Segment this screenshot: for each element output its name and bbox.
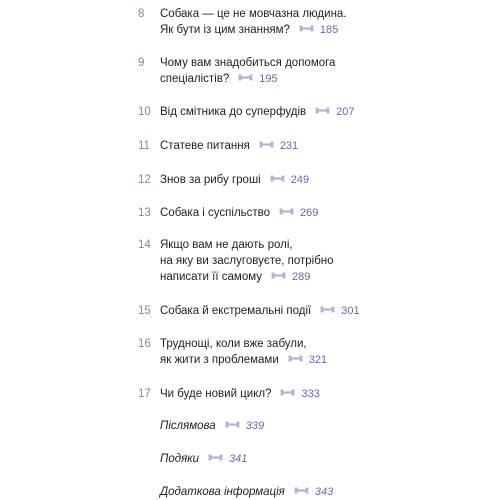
chapter-title-text: спеціалістів? [160,73,230,85]
page-number: 249 [290,174,310,186]
bone-icon [225,421,240,428]
chapter-number: 10 [138,106,151,118]
chapter-title [160,451,247,467]
chapter-title-line [160,55,335,71]
chapter-number: 11 [138,140,150,152]
chapter-title-text: Від смітника до суперфудів [160,106,307,118]
chapter-title [160,55,335,87]
page-number: 269 [300,207,319,219]
chapter-title-line [160,6,347,22]
chapter-title-line [160,205,318,221]
page-number: 321 [308,354,328,366]
chapter-title [160,386,320,402]
chapter-title [160,205,318,221]
chapter-title [160,484,333,500]
chapter-number: 12 [138,174,151,186]
chapter-title-text: Собака і суспільство [160,207,271,219]
chapter-title [160,138,298,154]
chapter-title [160,6,347,38]
bone-icon [320,306,335,313]
chapter-title-line [160,451,247,467]
chapter-title-line [160,386,320,402]
chapter-title-text: написати її самому [160,271,262,283]
chapter-title-text: на яку ви заслуговуєте, потрібно [160,255,334,267]
page-number: 207 [336,106,355,118]
bone-icon [271,272,286,279]
bone-icon [279,208,294,215]
page-number: 343 [314,486,334,498]
page-number: 195 [259,73,278,85]
chapter-title-line [160,71,335,87]
chapter-title-line [160,484,333,500]
chapter-title [160,104,355,120]
chapter-title-text: Чи буде новий цикл? [160,388,272,400]
page-number: 339 [245,420,265,432]
page-number: 231 [279,140,299,152]
chapter-number: 15 [138,305,151,317]
bone-icon [238,74,253,81]
chapter-title-text: Знов за рибу гроші [160,174,261,186]
chapter-number: 9 [138,57,145,69]
chapter-number: 14 [138,239,151,251]
chapter-title-line [160,303,360,319]
bone-icon [270,175,285,182]
chapter-title-line [160,418,264,434]
page-number: 185 [319,24,339,36]
chapter-title-text: Післямова [160,420,216,432]
chapter-title-text: Собака — це не мовчазна людина. [160,8,347,20]
bone-icon [315,107,330,114]
page-number: 301 [341,305,360,317]
bone-icon [288,355,303,362]
bone-icon [208,454,223,461]
bone-icon [259,141,274,148]
chapter-title [160,303,360,319]
bone-icon [280,389,295,396]
chapter-number: 17 [138,388,151,400]
chapter-title [160,237,334,285]
chapter-title-text: Якщо вам не дають ролі, [160,239,293,251]
chapter-number: 13 [138,207,151,219]
page-number: 289 [292,271,311,283]
chapter-title-text: Чому вам знадобиться допомога [160,57,336,69]
chapter-title [160,336,327,368]
chapter-title-text: Труднощі, коли вже забули, [160,338,307,350]
chapter-title [160,172,309,188]
bone-icon [299,25,314,32]
chapter-title-text: як жити з проблемами [160,354,279,366]
page-number: 341 [229,453,248,465]
chapter-title-line [160,172,309,188]
chapter-title-text: Подяки [160,453,200,465]
chapter-title-line [160,237,334,253]
chapter-title-text: Статеве питання [160,140,250,152]
chapter-title-line [160,104,355,120]
chapter-title-line [160,22,347,38]
page-number: 333 [301,388,320,400]
chapter-title-text: Як бути із цим знанням? [160,24,290,36]
chapter-title-line [160,138,298,154]
bone-icon [294,487,309,494]
chapter-number: 16 [138,338,151,350]
chapter-title-line [160,336,327,352]
chapter-title-line [160,269,334,285]
chapter-title-line [160,352,327,368]
chapter-number: 8 [138,8,145,20]
chapter-title-text: Собака й екстремальні події [160,305,312,317]
chapter-title [160,418,264,434]
chapter-title-line [160,253,334,269]
chapter-title-text: Додаткова інформація [160,486,285,498]
